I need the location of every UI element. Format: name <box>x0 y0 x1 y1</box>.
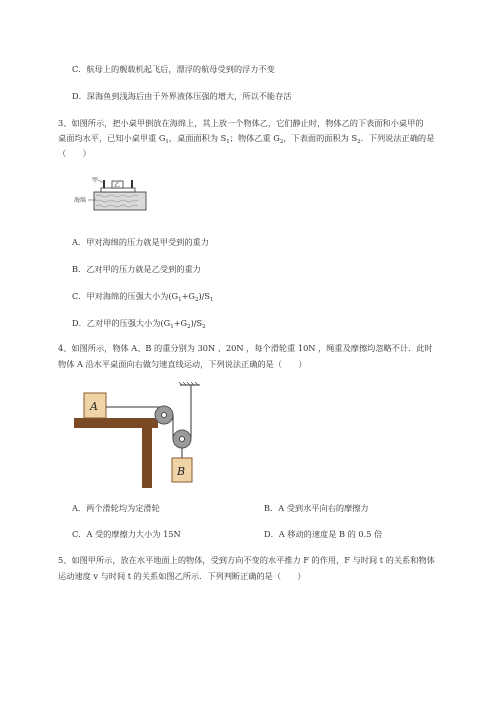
q5-stem-line2: 运动速度 v 与时间 t 的关系如图乙所示．下列判断正确的是（ ） <box>58 571 306 581</box>
q4-option-d: D．A 移动的速度是 B 的 0.5 倍 <box>264 529 383 539</box>
q4-stem-line1: 4、如图所示，物体 A、B 的重分别为 30N 、20N ，每个滑轮重 10N ，绳重及摩擦均忽略不计．此时 <box>58 343 433 353</box>
q5-stem-line1: 5、如图甲所示，放在水平地面上的物体，受到方向不变的水平推力 F 的作用，F 与时间 t 的关系和物体 <box>58 555 435 565</box>
label-yi: 乙 <box>114 182 121 189</box>
q3-option-b: B．乙对甲的压力就是乙受到的重力 <box>72 264 201 274</box>
q3-option-a: A．甲对海绵的压力就是甲受到的重力 <box>72 237 209 247</box>
q2-option-d: D．深海鱼到浅海后由于外界液体压强的增大，所以不能存活 <box>72 91 292 101</box>
label-b: B <box>177 465 186 478</box>
fixed-pulley-axle <box>162 413 167 418</box>
table-leg-left <box>103 180 105 188</box>
movable-pulley-axle <box>180 437 185 442</box>
q4-figure-pulley-system <box>72 382 214 490</box>
q2-option-c: C．航母上的舰载机起飞后，漂浮的航母受到的浮力不变 <box>72 64 275 74</box>
q4-option-b: B．A 受到水平向右的摩擦力 <box>264 503 369 513</box>
q3-stem-line3: （ ） <box>58 148 91 158</box>
q4-option-c: C．A 受的摩擦力大小为 15N <box>72 529 181 539</box>
label-jia: 甲 <box>92 177 99 184</box>
q4-stem-line2: 物体 A 沿水平桌面向右做匀速直线运动，下列说法正确的是（ ） <box>58 359 307 369</box>
q3-stem-line1: 3、如图所示，把小桌甲倒放在海绵上，其上放一个物体乙，它们静止时，物体乙的下表面和小桌甲的 <box>58 118 424 128</box>
label-a: A <box>90 400 98 413</box>
q3-option-d: D．乙对甲的压强大小为$(G_1+G_2)/S_2$ <box>72 318 206 330</box>
q3-option-c: C．甲对海绵的压强大小为$(G_1+G_2)/S_1$ <box>72 291 214 303</box>
q4-option-a: A．两个滑轮均为定滑轮 <box>72 503 160 513</box>
q3-figure-table-sponge <box>74 174 148 214</box>
table-leg <box>142 428 152 488</box>
table-leg-right <box>131 180 133 188</box>
label-sponge: 海绵 <box>74 197 87 204</box>
table-top-surface <box>74 418 158 428</box>
q3-stem-line2: 桌面均水平，已知小桌甲重 $G_1$，桌面面积为 $S_1$；物体乙重 $G_2$，下表面的面积为 $S_2$．下列说法正确的是 <box>58 133 435 145</box>
